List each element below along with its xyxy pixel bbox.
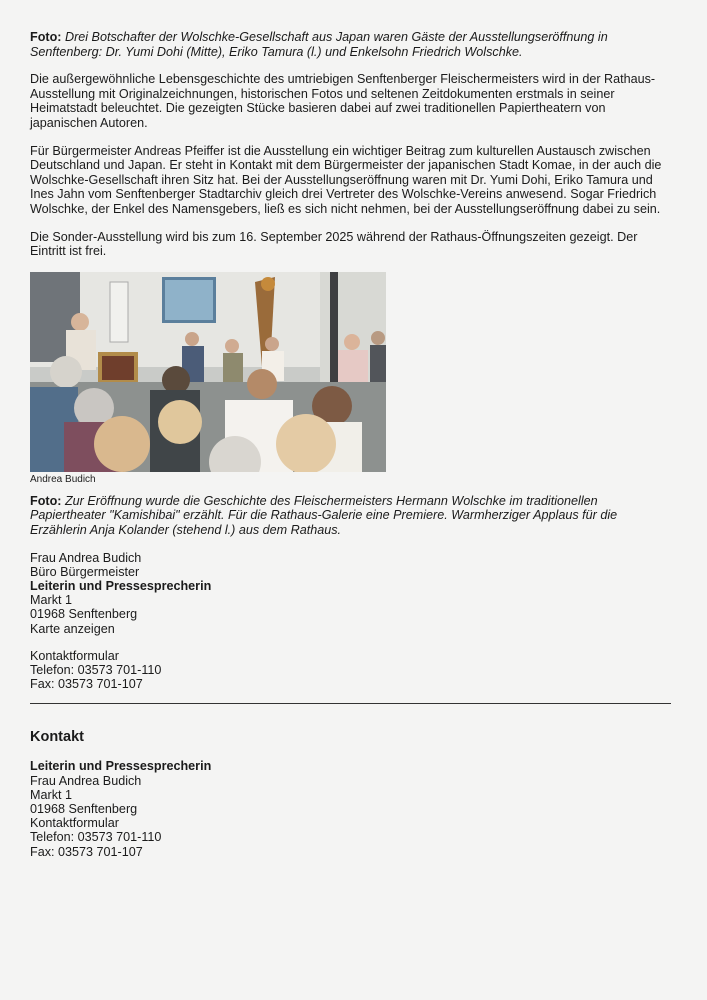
- paragraph-intro: Die außergewöhnliche Lebensgeschichte des umtriebigen Senftenberger Fleischermeisters wird in der Rathaus-Ausstellung mit Originalzeichnungen, historischen Fotos und seltenen Zeitdokumenten erstmals in seiner Heimatstadt beleuchtet. Die gezeigten Stücke basieren dabei auf zwei traditionellen Papiertheatern von japanischen Autoren.: [30, 72, 656, 130]
- contact-role: Leiterin und Pressesprecherin: [30, 578, 212, 593]
- kontakt-role: Leiterin und Pressesprecherin: [30, 759, 212, 774]
- document-page: [30, 30, 675, 859]
- paragraph-mayor: Für Bürgermeister Andreas Pfeiffer ist die Ausstellung ein wichtiger Beitrag zum kulturellen Austausch zwischen Deutschland und Japan. Er steht in Kontakt mit dem Bürgermeister der japanischen Stadt Komae, in der auch die Wolschke-Gesellschaft ihren Sitz hat. Bei der Ausstellungseröffnung waren mit Dr. Yumi Dohi, Eriko Tamura und Ines Jahn vom Senftenberger Stadtarchiv gleich drei Vertreter des Wolschke-Vereins anwesend. Sogar Friedrich Wolschke, der Enkel des Namensgebers, ließ es sich nicht nehmen, bei der Ausstellungseröffnung dabei zu sein.: [30, 143, 662, 216]
- caption-label: Foto:: [30, 30, 62, 44]
- divider: [30, 703, 671, 704]
- kontakt-phone: Telefon: 03573 701-110: [30, 830, 162, 845]
- contact-street: Markt 1: [30, 593, 72, 608]
- kontakt-city: 01968 Senftenberg: [30, 801, 138, 816]
- kontakt-section: [30, 759, 675, 858]
- contact-block: [30, 551, 675, 692]
- contact-office: Büro Bürgermeister: [30, 564, 140, 579]
- kontakt-street: Markt 1: [30, 787, 72, 802]
- event-photo-illustration: [30, 272, 386, 472]
- contact-name: Frau Andrea Budich: [30, 550, 142, 565]
- contact-form-link[interactable]: Kontaktformular: [30, 648, 119, 663]
- contact-fax: Fax: 03573 701-107: [30, 677, 143, 692]
- contact-phone: Telefon: 03573 701-110: [30, 662, 162, 677]
- caption-text: Drei Botschafter der Wolschke-Gesellschaft aus Japan waren Gäste der Ausstellungseröffnung in Senftenberg: Dr. Yumi Dohi (Mitte), Eriko Tamura (l.) und Enkelsohn Friedrich Wolschke.: [30, 30, 608, 59]
- photo-credit: Andrea Budich: [30, 473, 96, 485]
- kontakt-fax: Fax: 03573 701-107: [30, 844, 143, 859]
- kontakt-form-link[interactable]: Kontaktformular: [30, 816, 119, 831]
- photo-caption-1: [30, 30, 675, 59]
- event-photo: [30, 272, 386, 472]
- caption-text: Zur Eröffnung wurde die Geschichte des Fleischermeisters Hermann Wolschke im traditionellen Papiertheater "Kamishibai" erzählt. Für die Rathaus-Galerie eine Premiere. Warmherziger Applaus für die Erzählerin Anja Kolander (stehend l.) aus dem Rathaus.: [30, 493, 618, 537]
- contact-city: 01968 Senftenberg: [30, 607, 138, 622]
- kontakt-heading: Kontakt: [30, 729, 84, 746]
- map-link[interactable]: Karte anzeigen: [30, 621, 115, 636]
- kontakt-name: Frau Andrea Budich: [30, 773, 142, 788]
- caption-label: Foto:: [30, 493, 62, 508]
- paragraph-dates: Die Sonder-Ausstellung wird bis zum 16. September 2025 während der Rathaus-Öffnungszeiten gezeigt. Der Eintritt ist frei.: [30, 229, 638, 259]
- photo-caption-2: [30, 494, 675, 538]
